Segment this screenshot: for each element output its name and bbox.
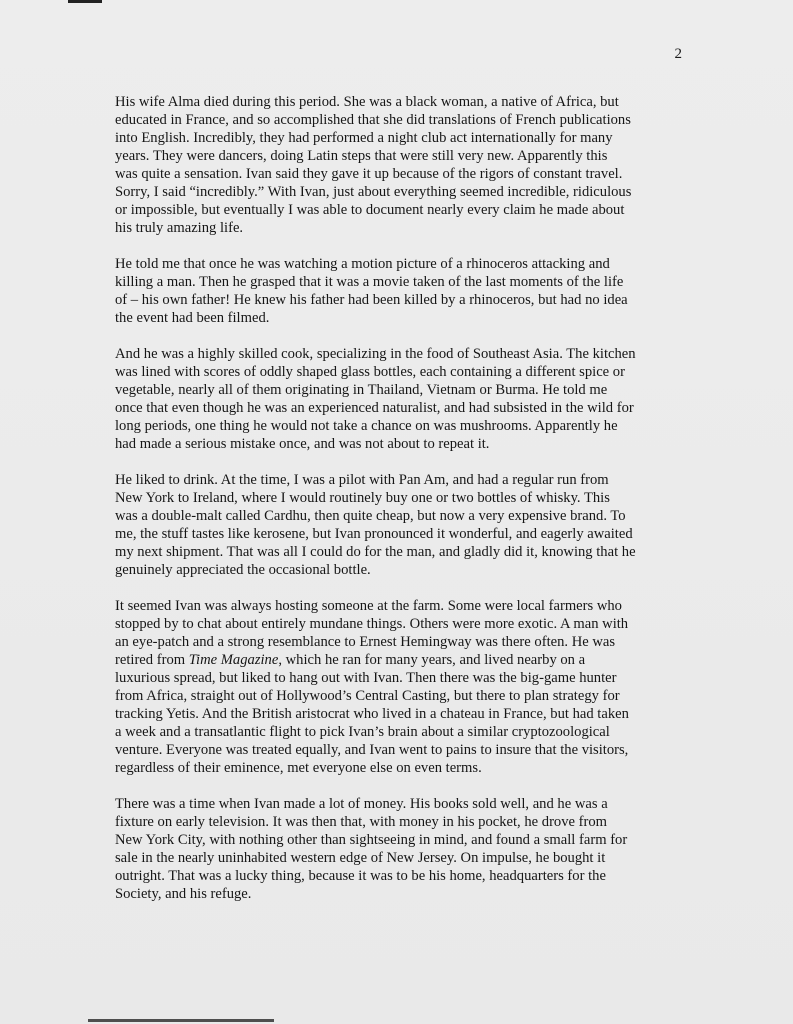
text-line: fixture on early television. It was then that, with money in his pocket, he drove from (115, 814, 608, 830)
text-line: had made a serious mistake once, and was not about to repeat it. (115, 436, 490, 452)
text-line: venture. Everyone was treated equally, and Ivan went to pains to insure that the visitors, (115, 742, 629, 758)
paragraph (115, 255, 687, 327)
text-line: years. They were dancers, doing Latin steps that were still very new. Apparently this (115, 148, 608, 164)
text-line: luxurious spread, but liked to hang out with Ivan. Then there was the big-game hunter (115, 670, 617, 686)
text-line: stopped by to chat about entirely mundane things. Others were more exotic. A man with (115, 616, 629, 632)
text-line: New York to Ireland, where I would routinely buy one or two bottles of whisky. This (115, 490, 610, 506)
text-line: He told me that once he was watching a motion picture of a rhinoceros attacking and (115, 256, 610, 272)
text-line-with-italic (115, 651, 687, 669)
text-line: was a double-malt called Cardhu, then quite cheap, but now a very expensive brand. To (115, 508, 626, 524)
text-line: was quite a sensation. Ivan said they gave it up because of the rigors of constant travel. (115, 166, 623, 182)
text-line: from Africa, straight out of Hollywood’s Central Casting, but there to plan strategy for (115, 688, 620, 704)
text-line: the event had been filmed. (115, 310, 270, 326)
text-line: me, the stuff tastes like kerosene, but Ivan pronounced it wonderful, and eagerly awaited (115, 526, 633, 542)
scan-edge-mark-top (68, 0, 102, 3)
text-line: a week and a transatlantic flight to pick Ivan’s brain about a similar cryptozoological (115, 724, 610, 740)
text-line: vegetable, nearly all of them originating in Thailand, Vietnam or Burma. He told me (115, 382, 608, 398)
text-line: long periods, one thing he would not take a chance on was mushrooms. Apparently he (115, 418, 618, 434)
paragraph (115, 597, 687, 777)
text-line: Sorry, I said “incredibly.” With Ivan, just about everything seemed incredible, ridiculous (115, 184, 632, 200)
text-line: He liked to drink. At the time, I was a pilot with Pan Am, and had a regular run from (115, 472, 609, 488)
text-line: It seemed Ivan was always hosting someone at the farm. Some were local farmers who (115, 598, 622, 614)
text-line: his truly amazing life. (115, 220, 244, 236)
text-line: of – his own father! He knew his father had been killed by a rhinoceros, but had no idea (115, 292, 628, 308)
text-line: educated in France, and so accomplished that she did translations of French publications (115, 112, 631, 128)
text-line: regardless of their eminence, met everyone else on even terms. (115, 760, 482, 776)
text-line: killing a man. Then he grasped that it was a movie taken of the last moments of the life (115, 274, 624, 290)
text-line: my next shipment. That was all I could do for the man, and gladly did it, knowing that he (115, 544, 636, 560)
text-segment: retired from (115, 652, 189, 668)
text-line: New York City, with nothing other than sightseeing in mind, and found a small farm for (115, 832, 628, 848)
page-number: 2 (674, 46, 682, 62)
body-text (115, 93, 687, 921)
text-line: into English. Incredibly, they had performed a night club act internationally for many (115, 130, 613, 146)
paragraph (115, 795, 687, 903)
text-line: once that even though he was an experienced naturalist, and had subsisted in the wild for (115, 400, 634, 416)
text-line: Society, and his refuge. (115, 886, 252, 902)
text-line: sale in the nearly uninhabited western edge of New Jersey. On impulse, he bought it (115, 850, 606, 866)
text-line: genuinely appreciated the occasional bottle. (115, 562, 371, 578)
text-line: There was a time when Ivan made a lot of money. His books sold well, and he was a (115, 796, 608, 812)
text-line: or impossible, but eventually I was able to document nearly every claim he made about (115, 202, 625, 218)
text-line: outright. That was a lucky thing, because it was to be his home, headquarters for the (115, 868, 606, 884)
text-line: tracking Yetis. And the British aristocrat who lived in a chateau in France, but had taken (115, 706, 629, 722)
paragraph (115, 93, 687, 237)
text-line: And he was a highly skilled cook, specializing in the food of Southeast Asia. The kitchen (115, 346, 636, 362)
text-segment: , which he ran for many years, and lived nearby on a (278, 652, 586, 668)
text-line: His wife Alma died during this period. She was a black woman, a native of Africa, but (115, 94, 619, 110)
italic-title: Time Magazine (188, 652, 279, 668)
text-line: an eye-patch and a strong resemblance to Ernest Hemingway was there often. He was (115, 634, 616, 650)
paragraph (115, 345, 687, 453)
text-line: was lined with scores of oddly shaped glass bottles, each containing a different spice or (115, 364, 625, 380)
scan-edge-mark-bottom (88, 1019, 274, 1022)
paragraph (115, 471, 687, 579)
